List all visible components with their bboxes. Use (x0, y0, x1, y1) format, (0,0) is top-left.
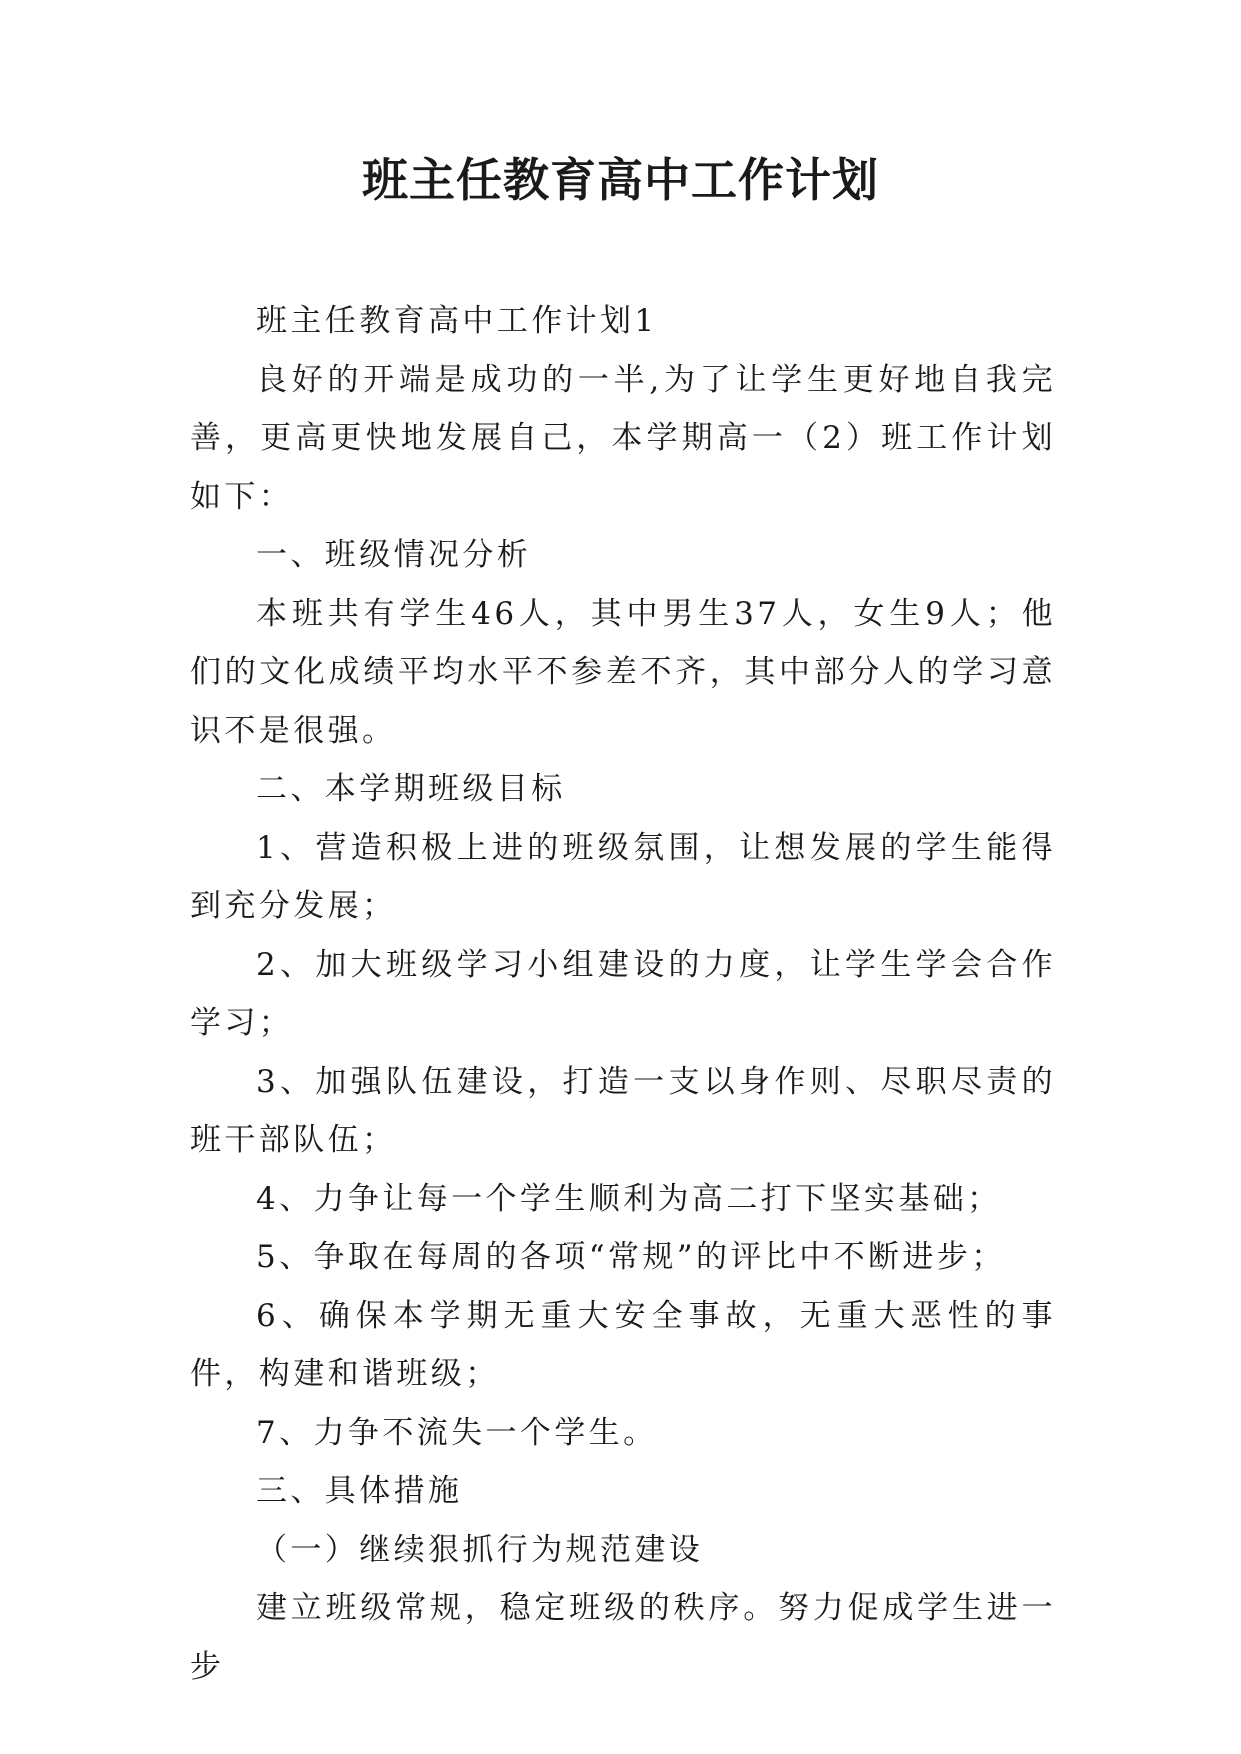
goal-item-6: 6、确保本学期无重大安全事故，无重大恶性的事件，构建和谐班级； (190, 1297, 1056, 1392)
subsection-heading-behavior-norms: （一）继续狠抓行为规范建设 (256, 1531, 704, 1568)
section-heading-class-analysis: 一、班级情况分析 (256, 537, 532, 573)
goal-item-7: 7、力争不流失一个学生。 (256, 1414, 658, 1451)
paragraph-class-routine: 建立班级常规，稳定班级的秩序。努力促成学生进一步 (190, 1590, 1056, 1685)
document-body (190, 292, 1056, 1696)
paragraph-intro: 良好的开端是成功的一半,为了让学生更好地自我完善，更高更快地发展自己，本学期高一（2）班工作计划如下： (190, 361, 1056, 515)
section-heading-semester-goals: 二、本学期班级目标 (256, 771, 566, 807)
goal-item-2: 2、加大班级学习小组建设的力度，让学生学会合作学习； (190, 946, 1056, 1041)
goal-item-3: 3、加强队伍建设，打造一支以身作则、尽职尽责的班干部队伍； (190, 1063, 1056, 1158)
goal-item-1: 1、营造积极上进的班级氛围，让想发展的学生能得到充分发展； (190, 829, 1056, 924)
section-heading-measures: 三、具体措施 (256, 1473, 463, 1509)
paragraph-plan-heading: 班主任教育高中工作计划1 (256, 303, 658, 339)
goal-item-5: 5、争取在每周的各项“常规”的评比中不断进步； (256, 1239, 1006, 1275)
document-title: 班主任教育高中工作计划 (362, 153, 879, 207)
goal-item-4: 4、力争让每一个学生顺利为高二打下坚实基础； (256, 1180, 1002, 1217)
paragraph-class-analysis: 本班共有学生46人，其中男生37人，女生9人；他们的文化成绩平均水平不参差不齐，其中部分人的学习意识不是很强。 (190, 595, 1056, 749)
